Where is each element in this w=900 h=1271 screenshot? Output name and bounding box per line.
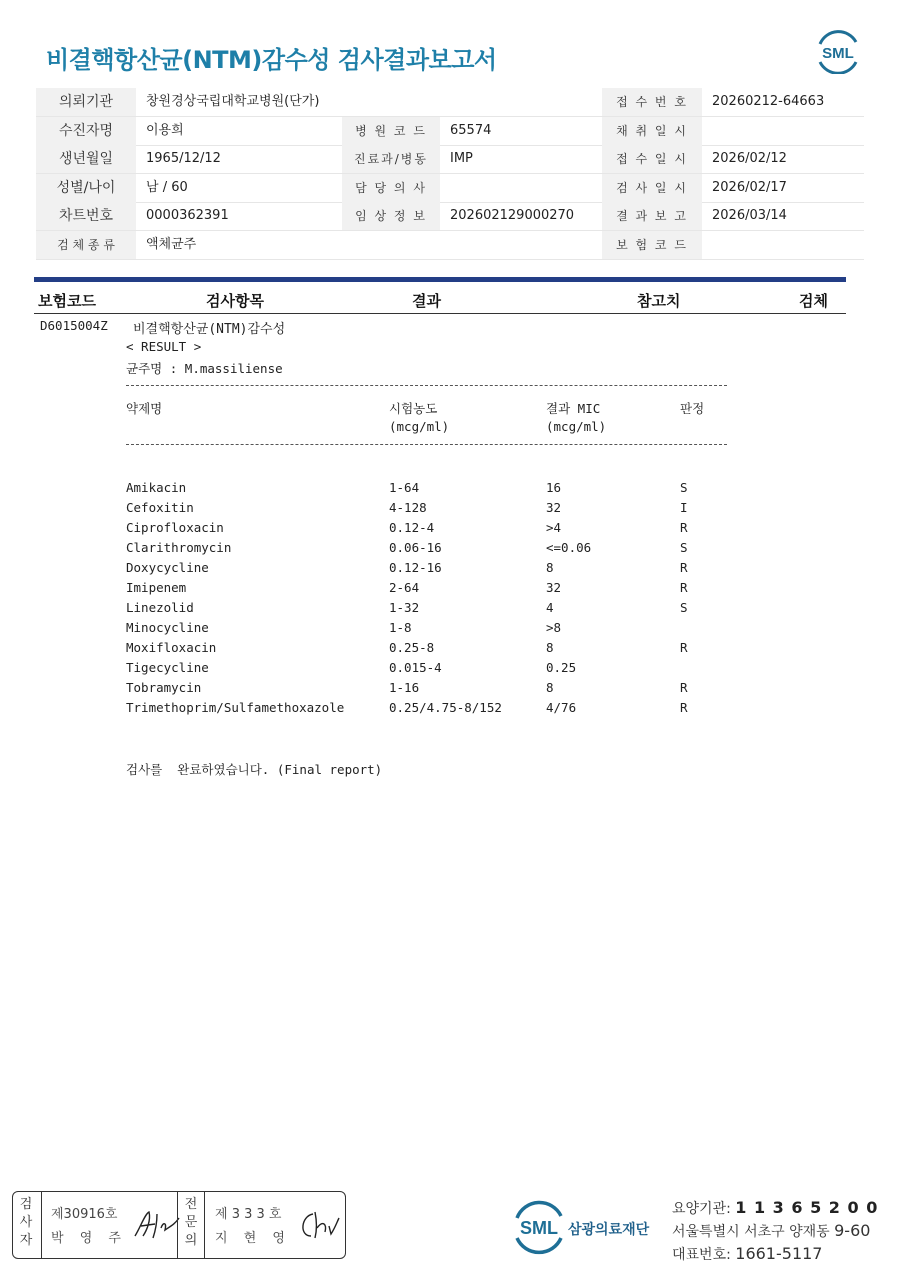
address-number: 9-60 <box>834 1221 871 1240</box>
info-value: 이용희 <box>146 122 184 138</box>
section-divider <box>34 277 846 282</box>
report-title: 비결핵항산균(NTM)감수성 검사결과보고서 <box>46 46 497 74</box>
sml-logo-icon <box>814 30 862 74</box>
header-underline <box>34 313 846 314</box>
drug-name: Moxifloxacin <box>126 640 217 655</box>
specialist-signature <box>295 1206 341 1242</box>
drug-name: Minocycline <box>126 620 209 635</box>
drug-interpretation: R <box>680 700 688 715</box>
info-value: 0000362391 <box>146 208 229 223</box>
final-note: 검사를 완료하였습니다. (Final report) <box>126 762 383 777</box>
col-test-range-unit: (mcg/ml) <box>389 419 450 434</box>
drug-test-range: 0.25-8 <box>389 640 435 655</box>
info-row <box>36 117 864 146</box>
info-label <box>342 231 602 259</box>
drug-mic: >8 <box>546 620 562 635</box>
header-specimen: 검체 <box>799 292 828 310</box>
divider <box>204 1192 205 1258</box>
institution-number: 1 1 3 6 5 2 0 0 <box>735 1198 879 1217</box>
drug-mic: <=0.06 <box>546 540 592 555</box>
tester-license-no: 제30916호 <box>51 1207 118 1222</box>
info-row <box>36 231 864 260</box>
drug-name: Tobramycin <box>126 680 202 695</box>
info-value: 1965/12/12 <box>146 151 221 166</box>
drug-name: Trimethoprim/Sulfamethoxazole <box>126 700 345 715</box>
info-value: 20260212-64663 <box>712 94 825 109</box>
col-mic: 결과 MIC <box>546 401 601 416</box>
drug-name: Doxycycline <box>126 560 209 575</box>
info-value: 65574 <box>450 122 492 138</box>
drug-interpretation: R <box>680 560 688 575</box>
drug-test-range: 1-64 <box>389 480 420 495</box>
drug-mic: 8 <box>546 560 554 575</box>
logo-text: SML <box>822 45 854 62</box>
drug-name: Cefoxitin <box>126 500 194 515</box>
info-row <box>36 174 864 203</box>
drug-name: Clarithromycin <box>126 540 232 555</box>
phone-label: 대표번호: <box>672 1247 736 1263</box>
col-mic-unit: (mcg/ml) <box>546 419 607 434</box>
phone-number: 1661-5117 <box>735 1244 823 1263</box>
info-label: 보 험 코 드 <box>602 231 702 259</box>
drug-mic: 4/76 <box>546 700 577 715</box>
info-label: 차트번호 <box>36 202 136 230</box>
test-code: D6015004Z <box>40 318 108 333</box>
info-label: 접 수 일 시 <box>602 145 702 173</box>
info-label: 접 수 번 호 <box>602 88 702 116</box>
info-label: 검 사 일 시 <box>602 174 702 202</box>
drug-interpretation: R <box>680 640 688 655</box>
info-row <box>36 145 864 174</box>
drug-mic: 8 <box>546 680 554 695</box>
info-label: 수진자명 <box>36 117 136 145</box>
header-insurance-code: 보험코드 <box>38 292 96 310</box>
drug-test-range: 0.25/4.75-8/152 <box>389 700 502 715</box>
header-reference: 참고치 <box>637 292 681 310</box>
info-label: 생년월일 <box>36 145 136 173</box>
drug-interpretation: I <box>680 500 688 515</box>
test-name: 비결핵항산균(NTM)감수성 <box>133 322 286 337</box>
dashed-divider <box>126 385 727 386</box>
drug-name: Linezolid <box>126 600 194 615</box>
specialist-license-no: 제 3 3 3 호 <box>215 1207 282 1222</box>
sml-footer-logo-icon <box>512 1198 566 1256</box>
header-test-item: 검사항목 <box>206 292 264 310</box>
info-value <box>702 231 864 259</box>
info-label: 결 과 보 고 <box>602 202 702 230</box>
drug-test-range: 0.015-4 <box>389 660 442 675</box>
address <box>672 1221 870 1241</box>
drug-test-range: 0.06-16 <box>389 540 442 555</box>
info-value <box>440 174 602 202</box>
specialist-label: 전 문 의 <box>184 1197 198 1248</box>
info-value <box>702 117 864 145</box>
drug-interpretation: R <box>680 580 688 595</box>
organism-name: 균주명 : M.massiliense <box>126 361 283 376</box>
drug-test-range: 1-16 <box>389 680 420 695</box>
dashed-divider <box>126 444 727 445</box>
institution-no <box>672 1198 878 1218</box>
col-interpretation: 판정 <box>680 401 705 416</box>
header-result: 결과 <box>412 292 441 310</box>
info-value: 남 / 60 <box>146 179 188 195</box>
info-value: 2026/02/12 <box>712 151 787 166</box>
drug-mic: >4 <box>546 520 562 535</box>
drug-interpretation: S <box>680 600 688 615</box>
tester-name: 박 영 주 <box>51 1231 127 1246</box>
info-value: 창원경상국립대학교병원(단가) <box>146 94 320 109</box>
info-value: IMP <box>450 151 473 166</box>
info-label: 채 취 일 시 <box>602 117 702 145</box>
drug-interpretation: R <box>680 520 688 535</box>
org-name: 삼광의료재단 <box>568 1222 650 1238</box>
drug-name: Tigecycline <box>126 660 209 675</box>
drug-test-range: 1-32 <box>389 600 420 615</box>
address-text: 서울특별시 서초구 양재동 <box>672 1224 835 1240</box>
drug-interpretation: R <box>680 680 688 695</box>
info-label: 의뢰기관 <box>36 88 136 116</box>
drug-name: Amikacin <box>126 480 187 495</box>
drug-name: Imipenem <box>126 580 187 595</box>
footer-logo-text: SML <box>520 1218 558 1238</box>
col-test-range: 시험농도 <box>389 401 438 416</box>
info-label: 병 원 코 드 <box>342 117 440 145</box>
phone <box>672 1244 822 1264</box>
drug-test-range: 0.12-16 <box>389 560 442 575</box>
info-label: 진료과/병동 <box>342 145 440 173</box>
divider <box>41 1192 42 1258</box>
info-label: 임 상 정 보 <box>342 202 440 230</box>
drug-interpretation: S <box>680 480 688 495</box>
info-label: 담 당 의 사 <box>342 174 440 202</box>
drug-mic: 16 <box>546 480 562 495</box>
tester-signature <box>131 1206 181 1242</box>
tester-label: 검 사 자 <box>19 1197 33 1248</box>
drug-mic: 0.25 <box>546 660 577 675</box>
info-value: 2026/03/14 <box>712 208 787 223</box>
info-value: 2026/02/17 <box>712 179 787 195</box>
info-row <box>36 88 864 117</box>
col-drug-name: 약제명 <box>126 401 163 416</box>
info-value: 액체균주 <box>146 236 197 252</box>
drug-test-range: 2-64 <box>389 580 420 595</box>
specialist-name: 지 현 영 <box>215 1231 291 1246</box>
drug-test-range: 4-128 <box>389 500 427 515</box>
drug-mic: 8 <box>546 640 554 655</box>
drug-test-range: 1-8 <box>389 620 412 635</box>
info-value: 202602129000270 <box>450 208 575 223</box>
drug-mic: 4 <box>546 600 554 615</box>
info-label: 검 체 종 류 <box>36 231 136 259</box>
result-tag: < RESULT > <box>126 339 202 354</box>
drug-mic: 32 <box>546 500 562 515</box>
signature-box <box>12 1191 346 1259</box>
info-label: 성별/나이 <box>36 174 136 202</box>
drug-name: Ciprofloxacin <box>126 520 224 535</box>
drug-interpretation: S <box>680 540 688 555</box>
drug-test-range: 0.12-4 <box>389 520 435 535</box>
info-row <box>36 202 864 231</box>
drug-mic: 32 <box>546 580 562 595</box>
institution-label: 요양기관: <box>672 1201 736 1217</box>
